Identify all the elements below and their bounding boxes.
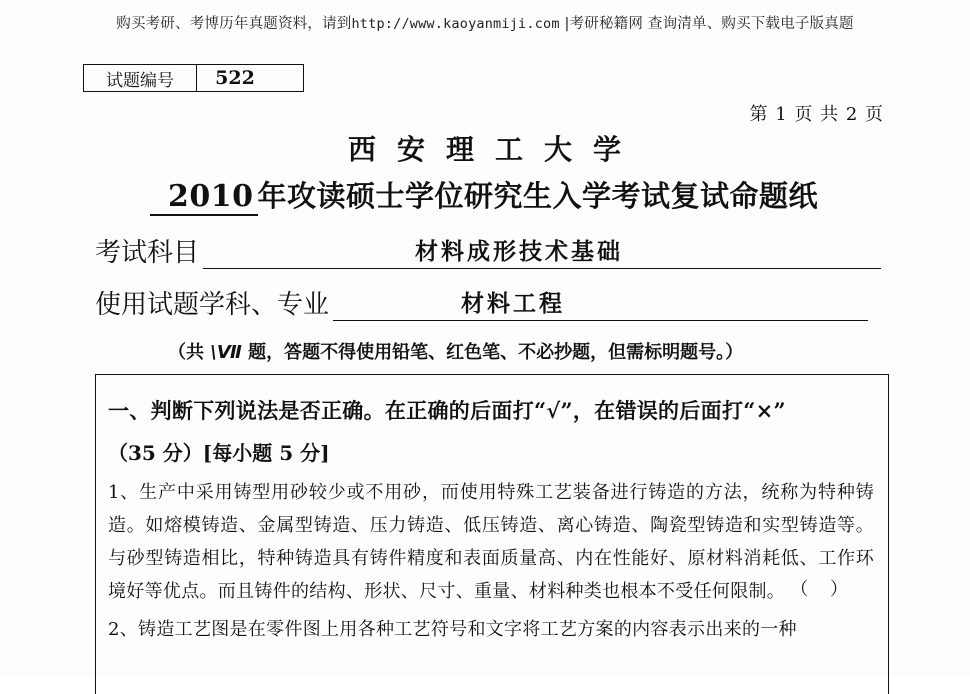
question-2-text: 2、铸造工艺图是在零件图上用各种工艺符号和文字将工艺方案的内容表示出来的一种 (108, 619, 797, 640)
question-1-answer-blank: （ ） (790, 579, 856, 600)
exam-title (150, 174, 818, 216)
exam-code-box (83, 64, 304, 92)
question-2 (108, 613, 874, 646)
exam-code-label: 试题编号 (84, 65, 197, 91)
exam-instructions (168, 338, 743, 364)
subject-row (95, 232, 881, 269)
major-row (95, 284, 868, 321)
banner-url-link[interactable]: http://www.kaoyanmiji.com (351, 16, 560, 32)
major-value: 材料工程 (461, 290, 566, 317)
major-line (333, 290, 868, 321)
university-name: 西安理工大学 (347, 133, 642, 166)
banner-right-text: |考研秘籍网 查询清单、购买下载电子版真题 (559, 16, 854, 32)
note-suffix: 题，答题不得使用铅笔、红色笔、不必抄题，但需标明题号。） (248, 342, 744, 363)
question-box (95, 374, 889, 694)
page-number: 第 1 页 共 2 页 (749, 104, 884, 125)
note-prefix: （共 (168, 342, 204, 363)
subject-label: 考试科目 (95, 238, 200, 268)
exam-code-value: 522 (215, 67, 255, 89)
question-1: 1、生产中采用铸型用砂较少或不用砂，而使用特殊工艺装备进行铸造的方法，统称为特种铸造。如熔模铸造、金属型铸造、压力铸造、低压铸造、离心铸造、陶瓷型铸造和实型铸造等。与砂型铸造相比，特种铸造具有铸件精度和表面质量高、内在性能好、原材料消耗低、工作环境好等优点。而且铸件的结构、形状、尺寸、重量、材料种类也根本不受任何限制。 (108, 482, 874, 602)
major-label: 使用试题学科、专业 (95, 290, 330, 320)
subject-line (203, 238, 881, 269)
question-count: \Ⅶ (210, 342, 242, 363)
banner-left-text: 购买考研、考博历年真题资料，请到 (116, 16, 352, 32)
exam-year: 2010 (150, 179, 258, 216)
section-1-title: 一、判断下列说法是否正确。在正确的后面打“√”，在错误的后面打“×” (108, 398, 786, 423)
section-1-points: （35 分）[每小题 5 分] (108, 441, 330, 465)
exam-title-text: 年攻读硕士学位研究生入学考试复试命题纸 (257, 179, 819, 213)
source-banner (0, 12, 970, 33)
subject-value: 材料成形技术基础 (415, 238, 624, 265)
